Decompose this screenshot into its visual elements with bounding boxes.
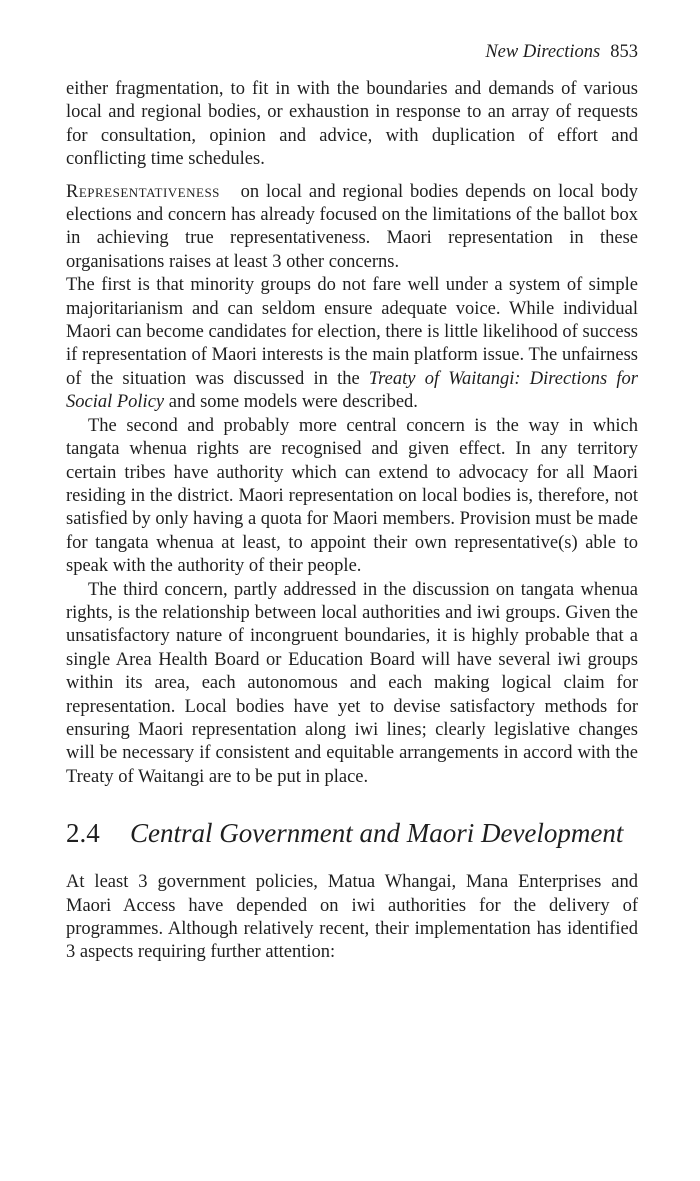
section-number: 2.4 <box>66 818 100 849</box>
paragraph-representativeness-text: on local and regional bodies depends on local body elections and concern has already focused on the limitations of the ballot box in achieving true representativeness. Maori representation in these organisations raises at least 3 other concerns. <box>66 181 639 272</box>
page <box>66 40 638 965</box>
page-number: 853 <box>610 42 638 62</box>
paragraph-representativeness <box>66 181 638 275</box>
running-head <box>66 40 638 64</box>
paragraph-fragmentation: either fragmentation, to fit in with the boundaries and demands of various local and regional bodies, or exhaustion in response to an array of requests for consultation, opinion and advice, with duplication of effort and conflicting time schedules. <box>66 79 638 170</box>
paragraph-government-policies: At least 3 government policies, Matua Whangai, Mana Enterprises and Maori Access have depended on iwi authorities for the delivery of programmes. Although relatively recent, their implementation has identified 3 aspects requiring further attention: <box>66 872 638 963</box>
section-title: Central Government and Maori Development <box>130 818 624 849</box>
running-title: New Directions <box>485 42 601 62</box>
paragraph-first-concern <box>66 274 638 414</box>
paragraph-third-concern: The third concern, partly addressed in the discussion on tangata whenua rights, is the relationship between local authorities and iwi groups. Given the unsatisfactory nature of incongruent boundaries, it is highly probable that a single Area Health Board or Education Board will have several iwi groups within its area, each autonomous and each making logical claim for representation. Local bodies have yet to devise satisfactory methods for ensuring Maori representation along iwi lines; clearly legislative changes will be necessary if consistent and equitable arrangements in accord with the Treaty of Waitangi are to be put in place. <box>66 579 638 787</box>
first-concern-text-b: and some models were described. <box>168 392 418 413</box>
paragraph-second-concern: The second and probably more central concern is the way in which tangata whenua rights are recognised and given effect. In any territory certain tribes have authority which can extend to advocacy for all Maori residing in the district. Maori representation on local bodies is, therefore, not satisfied by only having a quota for Maori members. Provision must be made for tangata whenua at least, to appoint their own representative(s) able to speak with the authority of their people. <box>66 415 638 577</box>
section-heading <box>66 817 638 849</box>
treaty-title-reference: Treaty of Waitangi: Directions for Social Policy <box>66 368 639 413</box>
first-concern-text-a: The first is that minority groups do not fare well under a system of simple majoritarianism and can seldom ensure adequate voice. While individual Maori can become candidates for election, there is little likelihood of success if representation of Maori interests is the main platform issue. The unfairness of the situation was discussed in the <box>66 275 638 389</box>
lead-in-representativeness: Representativeness <box>66 181 220 202</box>
